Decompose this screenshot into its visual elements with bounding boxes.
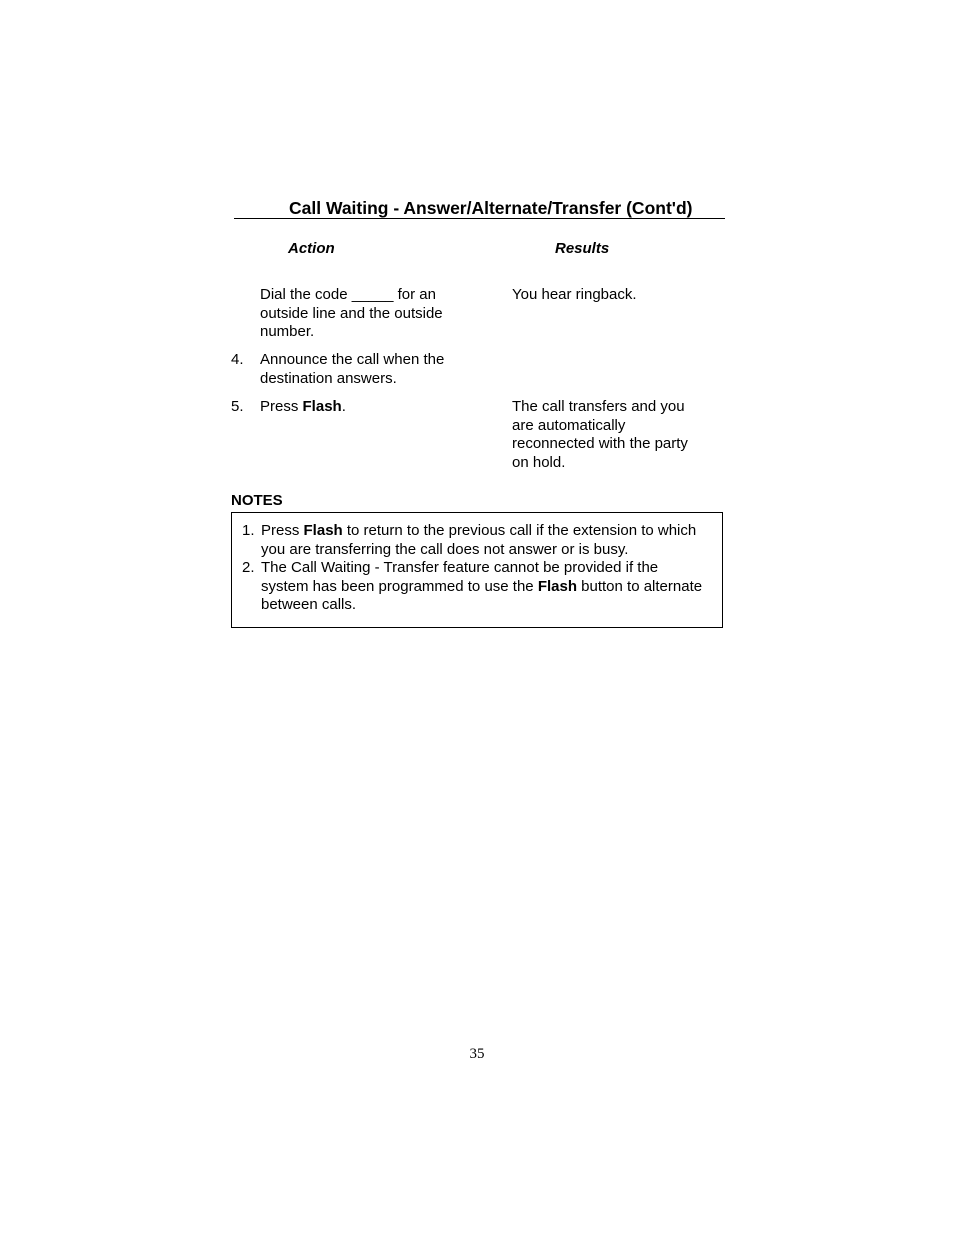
note2-line: The Call Waiting - Transfer feature cannot be provided if the [261, 559, 659, 576]
note1-text [261, 522, 696, 559]
note2-number: 2. [242, 559, 255, 576]
note1-text-a: Press [261, 522, 304, 539]
note2-line [261, 578, 702, 597]
step5-result-line: reconnected with the party [512, 435, 688, 453]
note2-text [261, 559, 702, 615]
step3-result [512, 286, 637, 305]
note1-line: you are transferring the call does not answer or is busy. [261, 540, 629, 558]
note2-flash: Flash [537, 577, 577, 595]
note2-text-c: button to alternate [577, 577, 703, 595]
step3-line: outside line and the outside [260, 304, 443, 322]
step5-result-line: on hold. [512, 454, 566, 472]
step5-result [512, 398, 688, 473]
step5-result-line: The call transfers and you [512, 398, 685, 415]
step4-action [260, 351, 444, 388]
step5-period: . [341, 398, 346, 415]
step4-line: Announce the call when the [260, 351, 445, 368]
note1-number: 1. [242, 522, 255, 539]
note1-flash: Flash [303, 522, 343, 539]
note2-text-a: system has been programmed to use the [261, 577, 538, 595]
action-column-header: Action [288, 240, 335, 257]
page-number: 35 [469, 1046, 485, 1062]
note1-text-c: to return to the previous call if the extension to which [342, 522, 697, 539]
step3-action [260, 286, 443, 342]
note2-line: between calls. [261, 596, 357, 614]
step3-line: number. [260, 323, 315, 341]
note1-line [261, 522, 696, 541]
page-title-underline [234, 198, 725, 219]
notes-box [231, 512, 723, 628]
step5-action [260, 398, 346, 417]
step5-number: 5. [231, 398, 244, 415]
step3-result-line: You hear ringback. [512, 286, 637, 303]
step4-line: destination answers. [260, 369, 397, 387]
step5-press: Press [260, 398, 303, 415]
step5-flash: Flash [302, 398, 342, 415]
step5-result-line: are automatically [512, 416, 626, 434]
results-column-header: Results [555, 240, 610, 257]
step4-number: 4. [231, 351, 244, 368]
notes-label: NOTES [231, 492, 283, 509]
page-title: Call Waiting - Answer/Alternate/Transfer (Cont'd) [289, 198, 693, 218]
step3-line: Dial the code _____ for an [260, 286, 436, 303]
